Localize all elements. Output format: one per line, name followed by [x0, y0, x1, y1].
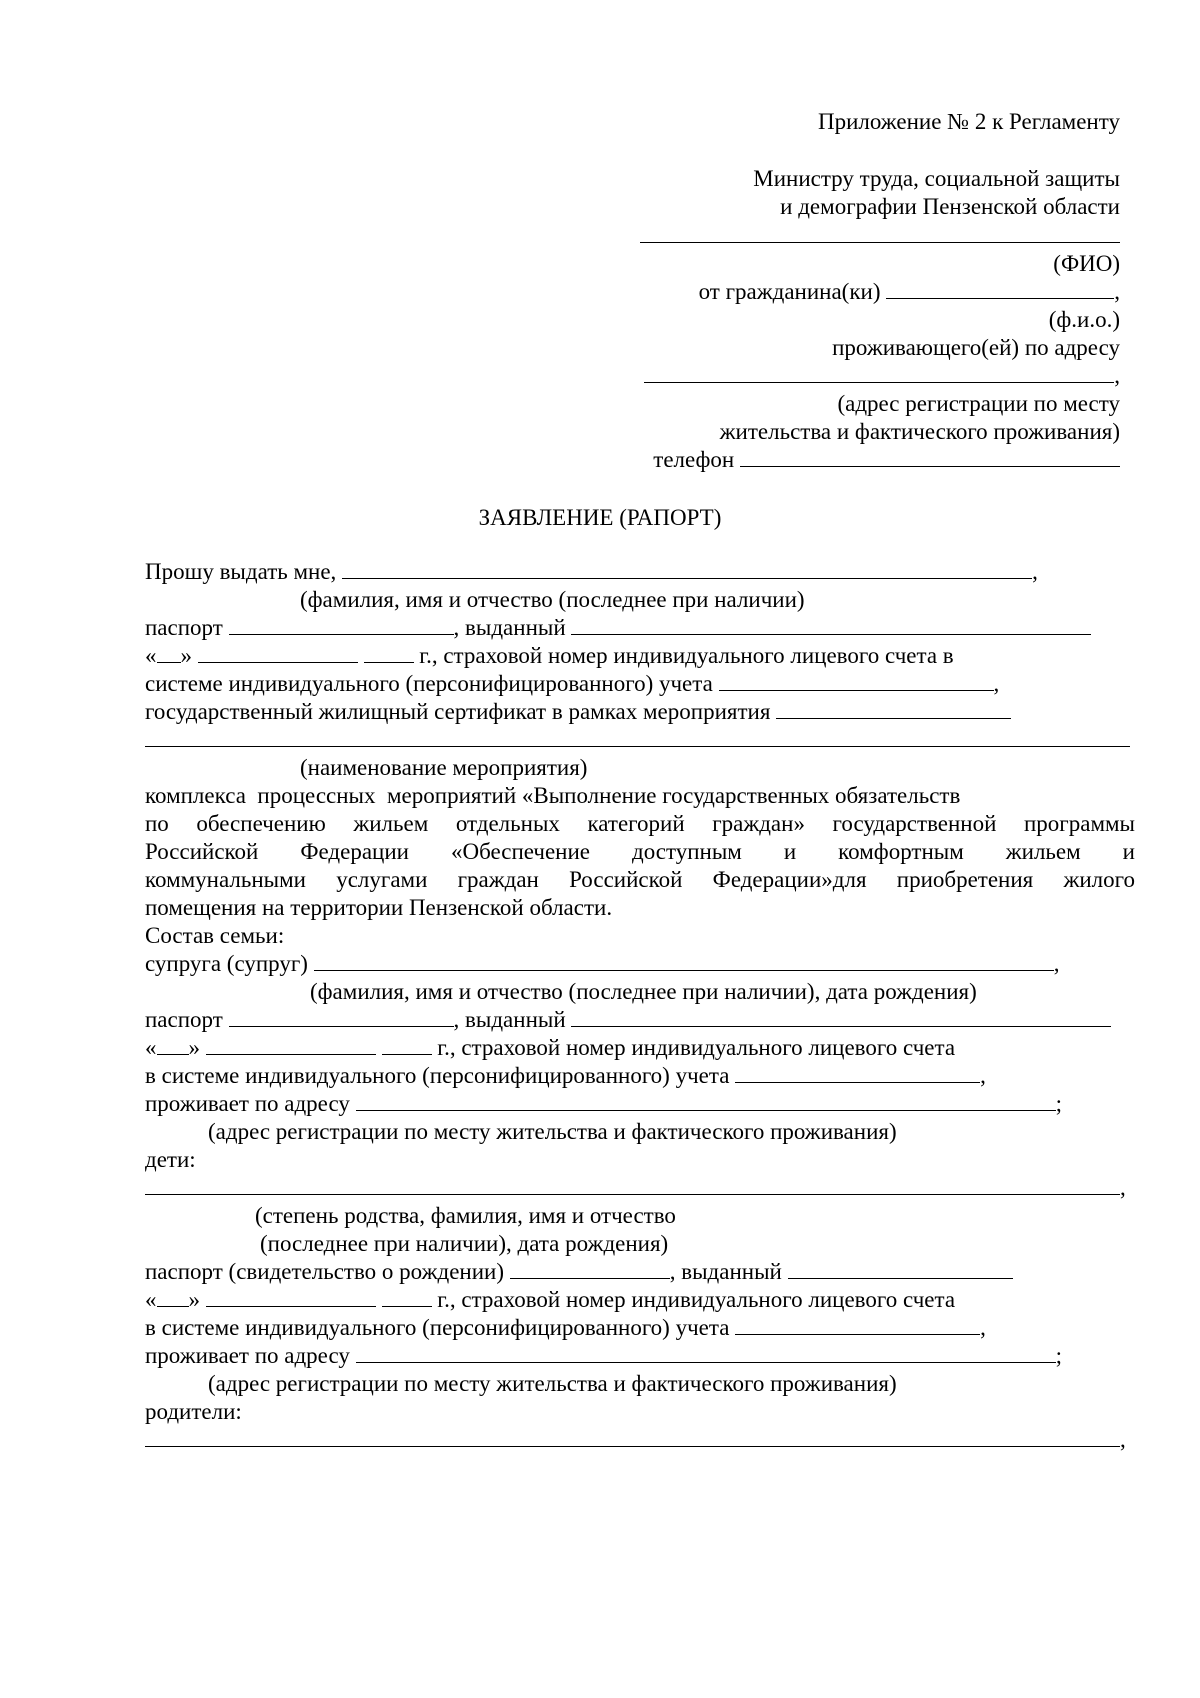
comma: ,: [1114, 279, 1120, 304]
event-note: (наименование мероприятия): [300, 755, 588, 780]
request-label: Прошу выдать мне,: [145, 559, 337, 584]
fio-label: (ФИО): [1053, 251, 1120, 276]
complex-line-2: по обеспечению жильем отдельных категорий граждан» государственной программы: [145, 811, 1135, 836]
appendix-label: Приложение № 2 к Регламенту: [817, 109, 1120, 134]
quote-close: »: [180, 643, 192, 668]
comma: ,: [1120, 1427, 1126, 1452]
child-date-snils-line: [145, 1286, 955, 1314]
issued-label: , выданный: [453, 615, 566, 640]
issued-label: , выданный: [453, 1007, 566, 1032]
residing-label: проживающего(ей) по адресу: [832, 335, 1120, 360]
addressee-line-2: и демографии Пензенской области: [780, 194, 1120, 219]
complex-line-3: Российской Федерации «Обеспечение доступным и комфортным жильем и: [145, 839, 1135, 864]
certificate-label: государственный жилищный сертификат в рамках мероприятия: [145, 699, 771, 724]
quote-open: «: [145, 1287, 157, 1312]
date-snils-line: [145, 642, 954, 670]
comma: ,: [1114, 363, 1120, 388]
comma: ,: [1053, 951, 1060, 976]
children-field: [145, 1174, 1126, 1202]
addressee-line-1: Министру труда, социальной защиты: [753, 166, 1120, 191]
spouse-label: супруга (супруг): [145, 951, 308, 976]
passport-label: паспорт: [145, 1007, 223, 1032]
certificate-line: [145, 698, 1011, 726]
lives-at-label: проживает по адресу: [145, 1091, 350, 1116]
child-note-2: (последнее при наличии), дата рождения): [260, 1231, 669, 1256]
snils-label: г., страховой номер индивидуального лицевого счета в: [419, 643, 954, 668]
request-line: [145, 558, 1038, 586]
comma: ,: [993, 671, 1000, 696]
spouse-date-snils-line: [145, 1034, 955, 1062]
spouse-address-note: (адрес регистрации по месту жительства и фактического проживания): [208, 1119, 897, 1144]
passport-birth-label: паспорт (свидетельство о рождении): [145, 1259, 504, 1284]
parents-field: [145, 1426, 1126, 1454]
child-passport-line: [145, 1258, 1013, 1286]
complex-line-5: помещения на территории Пензенской области.: [145, 895, 613, 920]
comma: ,: [980, 1315, 986, 1340]
spouse-system-line: [145, 1062, 986, 1090]
lives-at-label: проживает по адресу: [145, 1343, 350, 1368]
quote-close: »: [188, 1035, 200, 1060]
child-address-line: [145, 1342, 1062, 1370]
system-label: в системе индивидуального (персонифицированного) учета: [145, 1315, 730, 1340]
request-note: (фамилия, имя и отчество (последнее при наличии): [300, 587, 805, 612]
system-label: в системе индивидуального (персонифицированного) учета: [145, 1063, 730, 1088]
phone-line: [653, 446, 1120, 474]
spouse-passport-line: [145, 1006, 1111, 1034]
quote-open: «: [145, 643, 157, 668]
complex-line-1: комплекса процессных мероприятий «Выполнение государственных обязательств: [145, 783, 961, 808]
child-system-line: [145, 1314, 986, 1342]
from-citizen-label: от гражданина(ки): [698, 279, 881, 304]
comma: ,: [980, 1063, 986, 1088]
passport-label: паспорт: [145, 615, 223, 640]
comma: ,: [1120, 1175, 1126, 1200]
child-note-1: (степень родства, фамилия, имя и отчество: [255, 1203, 676, 1228]
address-note-2: жительства и фактического проживания): [719, 419, 1120, 444]
semicolon: ;: [1055, 1091, 1063, 1116]
addressee-name-field: [640, 222, 1120, 250]
passport-line: [145, 614, 1091, 642]
snils-label: г., страховой номер индивидуального лицевого счета: [437, 1287, 956, 1312]
spouse-address-line: [145, 1090, 1062, 1118]
spouse-line: [145, 950, 1059, 978]
address-note-1: (адрес регистрации по месту: [837, 391, 1120, 416]
system-line: [145, 670, 999, 698]
comma: ,: [1032, 559, 1038, 584]
sender-address-field: [644, 362, 1120, 390]
spouse-note: (фамилия, имя и отчество (последнее при наличии), дата рождения): [310, 979, 977, 1004]
phone-label: телефон: [653, 447, 735, 472]
from-citizen-line: [699, 278, 1120, 306]
parents-label: родители:: [145, 1399, 242, 1424]
child-address-note: (адрес регистрации по месту жительства и фактического проживания): [208, 1371, 897, 1396]
semicolon: ;: [1055, 1343, 1063, 1368]
event-field: [145, 726, 1130, 754]
system-label: системе индивидуального (персонифицированного) учета: [145, 671, 713, 696]
issued-label: , выданный: [669, 1259, 782, 1284]
children-label: дети:: [145, 1147, 196, 1172]
snils-label: г., страховой номер индивидуального лицевого счета: [437, 1035, 956, 1060]
fio-small-label: (ф.и.о.): [1048, 307, 1120, 332]
complex-line-4: коммунальными услугами граждан Российской Федерации»для приобретения жилого: [145, 867, 1135, 892]
document-title: ЗАЯВЛЕНИЕ (РАПОРТ): [478, 505, 722, 530]
quote-open: «: [145, 1035, 157, 1060]
quote-close: »: [188, 1287, 200, 1312]
family-label: Состав семьи:: [145, 923, 285, 948]
